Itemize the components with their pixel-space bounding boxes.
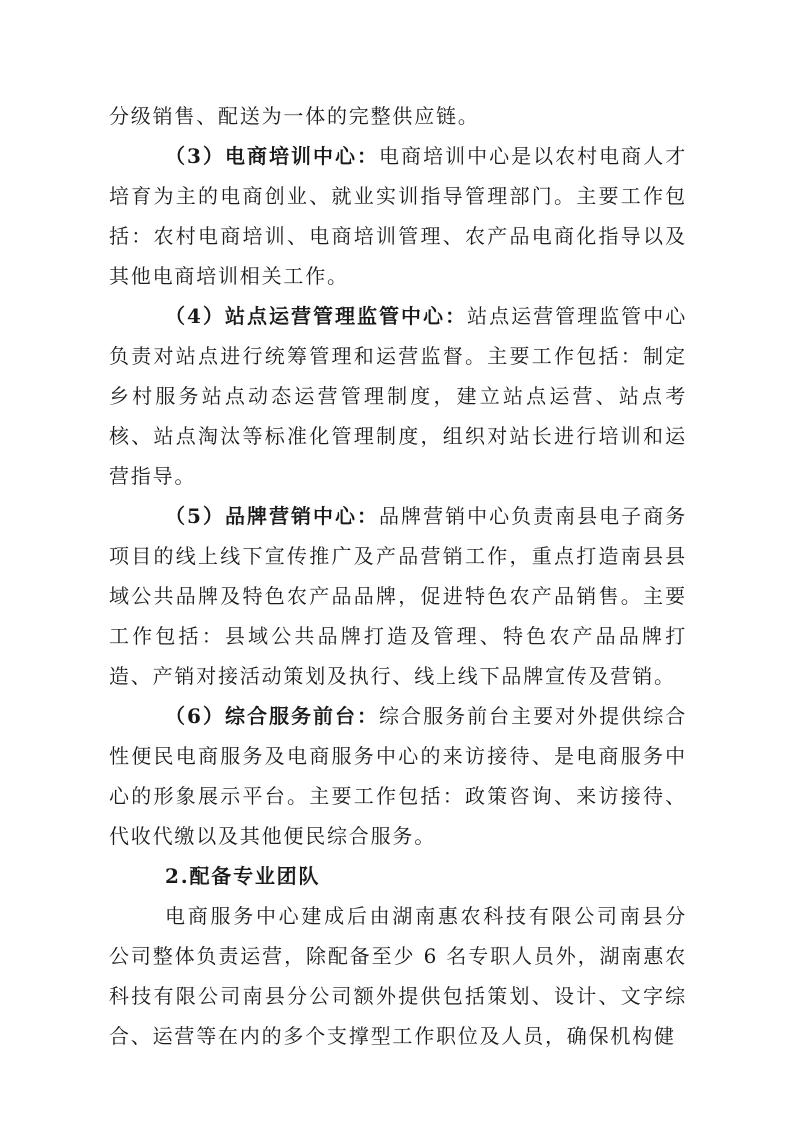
section-text: 综合服务前台主要对外提供综合性便民电商服务及电商服务中心的来访接待、是电商服务中心的形象展示平台。主要工作包括：政策咨询、来访接待、代收代缴以及其他便民综合服务。 xyxy=(109,704,688,848)
section-service-desk xyxy=(109,696,687,856)
document-body xyxy=(109,96,687,1056)
paragraph-text: 分级销售、配送为一体的完整供应链。 xyxy=(109,104,480,128)
section-text: 电商培训中心是以农村电商人才培育为主的电商创业、就业实训指导管理部门。主要工作包括：农村电商培训、电商培训管理、农产品电商化指导以及其他电商培训相关工作。 xyxy=(109,144,688,288)
section-training-center xyxy=(109,136,687,296)
section-text: 站点运营管理监管中心负责对站点进行统筹管理和运营监督。主要工作包括：制定乡村服务站点动态运营管理制度，建立站点运营、站点考核、站点淘汰等标准化管理制度，组织对站长进行培训和运营指导。 xyxy=(109,304,688,488)
section-site-operations xyxy=(109,296,687,496)
section-label: （4）站点运营管理监管中心： xyxy=(165,304,468,328)
section-text: 品牌营销中心负责南县电子商务项目的线上线下宣传推广及产品营销工作，重点打造南县县域公共品牌及特色农产品品牌，促进特色农产品销售。主要工作包括：县域公共品牌打造及管理、特色农产品品牌打造、产销对接活动策划及执行、线上线下品牌宣传及营销。 xyxy=(109,504,688,688)
subheading-team: 2.配备专业团队 xyxy=(165,864,321,888)
section-label: （3）电商培训中心： xyxy=(165,144,380,168)
section-label: （6）综合服务前台： xyxy=(165,704,380,728)
section-brand-marketing xyxy=(109,496,687,696)
section-label: （5）品牌营销中心： xyxy=(165,504,380,528)
paragraph-continued xyxy=(109,96,687,136)
paragraph-text: 电商服务中心建成后由湖南惠农科技有限公司南县分公司整体负责运营，除配备至少 6 名专职人员外，湖南惠农科技有限公司南县分公司额外提供包括策划、设计、文字综合、运营等在内的多个支撑型工作职位及人员，确保机构健 xyxy=(109,904,687,1048)
paragraph-team xyxy=(109,896,687,1056)
